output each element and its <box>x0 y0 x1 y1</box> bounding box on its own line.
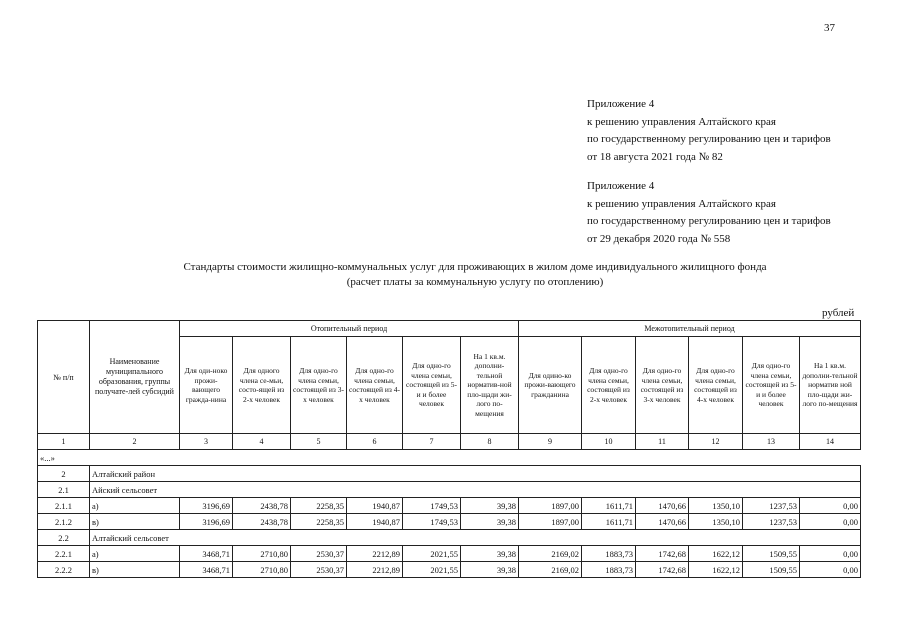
column-number: 1 <box>38 434 90 450</box>
table-row <box>38 514 861 530</box>
group-name: а) <box>90 546 180 562</box>
row-number: 2.2.1 <box>38 546 90 562</box>
value-cell: 39,38 <box>461 562 519 578</box>
value-cell: 2710,80 <box>233 546 291 562</box>
value-cell: 0,00 <box>800 562 861 578</box>
header-non-heating-period: Межотопительный период <box>519 321 861 337</box>
appendix-note-previous <box>587 178 831 248</box>
value-cell: 1237,53 <box>743 514 800 530</box>
row-number: 2 <box>38 466 90 482</box>
table-row <box>38 546 861 562</box>
section-row <box>38 466 861 482</box>
value-cell: 3468,71 <box>180 546 233 562</box>
value-cell: 1509,55 <box>743 546 800 562</box>
ellipsis-row <box>38 450 861 466</box>
value-cell: 2169,02 <box>519 562 582 578</box>
group-name: а) <box>90 498 180 514</box>
value-cell: 39,38 <box>461 498 519 514</box>
value-cell: 1611,71 <box>582 514 636 530</box>
appendix-line: по государственному регулированию цен и тарифов <box>587 215 831 227</box>
value-cell: 1742,68 <box>636 546 689 562</box>
value-cell: 1470,66 <box>636 514 689 530</box>
column-number: 7 <box>403 434 461 450</box>
document-title <box>0 260 903 290</box>
value-cell: 2530,37 <box>291 562 347 578</box>
value-cell: 1742,68 <box>636 562 689 578</box>
row-number: 2.1 <box>38 482 90 498</box>
value-cell: 2258,35 <box>291 514 347 530</box>
appendix-line: к решению управления Алтайского края <box>587 197 776 210</box>
header-heating-col: Для одного члена се-мьи, состо-ящей из 2-х человек <box>233 337 291 434</box>
column-number: 2 <box>90 434 180 450</box>
value-cell: 2530,37 <box>291 546 347 562</box>
table-row <box>38 498 861 514</box>
section-row <box>38 530 861 546</box>
value-cell: 2710,80 <box>233 562 291 578</box>
value-cell: 1470,66 <box>636 498 689 514</box>
value-cell: 2212,89 <box>347 562 403 578</box>
header-heating-col: На 1 кв.м. дополни-тельной норматив-ной пло-щади жи-лого по-мещения <box>461 337 519 434</box>
row-number: 2.2 <box>38 530 90 546</box>
column-number: 5 <box>291 434 347 450</box>
value-cell: 1749,53 <box>403 514 461 530</box>
appendix-line: Приложение 4 <box>587 98 655 110</box>
column-number: 12 <box>689 434 743 450</box>
value-cell: 0,00 <box>800 546 861 562</box>
header-heating-period: Отопительный период <box>180 321 519 337</box>
appendix-line: к решению управления Алтайского края <box>587 115 776 128</box>
column-number: 8 <box>461 434 519 450</box>
group-name: в) <box>90 562 180 578</box>
appendix-line: Приложение 4 <box>587 180 655 192</box>
value-cell: 1509,55 <box>743 562 800 578</box>
section-name: Алтайский район <box>90 466 861 482</box>
value-cell: 1749,53 <box>403 498 461 514</box>
header-non-heating-col: На 1 кв.м. дополни-тельной норматив ной пло-щади жи-лого по-мещения <box>800 337 861 434</box>
header-name: Наименование муниципального образования, группы получате-лей субсидий <box>90 321 180 434</box>
value-cell: 0,00 <box>800 498 861 514</box>
value-cell: 0,00 <box>800 514 861 530</box>
header-heating-col: Для оди-ноко прожи-вающего гражда-нина <box>180 337 233 434</box>
column-number: 10 <box>582 434 636 450</box>
value-cell: 39,38 <box>461 514 519 530</box>
value-cell: 1897,00 <box>519 498 582 514</box>
header-non-heating-col: Для одно-го члена семьи, состоящей из 4-х человек <box>689 337 743 434</box>
column-number: 3 <box>180 434 233 450</box>
section-name: Алтайский сельсовет <box>90 530 861 546</box>
value-cell: 2438,78 <box>233 514 291 530</box>
value-cell: 2438,78 <box>233 498 291 514</box>
value-cell: 39,38 <box>461 546 519 562</box>
value-cell: 1611,71 <box>582 498 636 514</box>
header-non-heating-col: Для одно-го члена семьи, состоящей из 2-х человек <box>582 337 636 434</box>
header-non-heating-col: Для одно-го члена семьи, состоящей из 3-х человек <box>636 337 689 434</box>
column-number: 11 <box>636 434 689 450</box>
header-non-heating-col: Для одино-ко прожи-вающего гражданина <box>519 337 582 434</box>
value-cell: 2021,55 <box>403 562 461 578</box>
row-number: 2.1.2 <box>38 514 90 530</box>
appendix-line: от 29 декабря 2020 года № 558 <box>587 232 731 245</box>
value-cell: 2169,02 <box>519 546 582 562</box>
table-row <box>38 562 861 578</box>
column-number: 4 <box>233 434 291 450</box>
value-cell: 1237,53 <box>743 498 800 514</box>
value-cell: 3196,69 <box>180 498 233 514</box>
value-cell: 1940,87 <box>347 514 403 530</box>
ellipsis-marker: «...» <box>38 450 861 466</box>
row-number: 2.2.2 <box>38 562 90 578</box>
value-cell: 2212,89 <box>347 546 403 562</box>
column-number: 9 <box>519 434 582 450</box>
value-cell: 3468,71 <box>180 562 233 578</box>
tariff-table <box>37 320 861 578</box>
group-name: в) <box>90 514 180 530</box>
value-cell: 3196,69 <box>180 514 233 530</box>
currency-unit: рублей <box>822 307 855 319</box>
value-cell: 1350,10 <box>689 514 743 530</box>
appendix-line: по государственному регулированию цен и тарифов <box>587 133 831 145</box>
value-cell: 1897,00 <box>519 514 582 530</box>
column-number: 14 <box>800 434 861 450</box>
title-line: Стандарты стоимости жилищно-коммунальных услуг для проживающих в жилом доме индивидуального жилищного фонда <box>183 261 767 273</box>
appendix-note-current <box>587 96 831 166</box>
column-number: 13 <box>743 434 800 450</box>
value-cell: 1940,87 <box>347 498 403 514</box>
header-non-heating-col: Для одно-го члена семьи, состоящей из 5-и и более человек <box>743 337 800 434</box>
row-number: 2.1.1 <box>38 498 90 514</box>
title-subline: (расчет платы за коммунальную услугу по отоплению) <box>346 276 604 288</box>
column-number: 6 <box>347 434 403 450</box>
header-heating-col: Для одно-го члена семьи, состоящей из 4-х человек <box>347 337 403 434</box>
section-name: Айский сельсовет <box>90 482 861 498</box>
value-cell: 2021,55 <box>403 546 461 562</box>
value-cell: 1883,73 <box>582 546 636 562</box>
appendix-line: от 18 августа 2021 года № 82 <box>587 150 723 163</box>
header-heating-col: Для одно-го члена семьи, состоящей из 3-х человек <box>291 337 347 434</box>
value-cell: 1350,10 <box>689 498 743 514</box>
header-heating-col: Для одно-го члена семьи, состоящей из 5-и и более человек <box>403 337 461 434</box>
table-body <box>38 321 861 578</box>
value-cell: 1622,12 <box>689 562 743 578</box>
value-cell: 2258,35 <box>291 498 347 514</box>
value-cell: 1883,73 <box>582 562 636 578</box>
section-row <box>38 482 861 498</box>
page-number: 37 <box>824 22 835 34</box>
header-number: № п/п <box>38 321 90 434</box>
value-cell: 1622,12 <box>689 546 743 562</box>
column-number-row <box>38 434 861 450</box>
header-row-periods <box>38 321 861 337</box>
